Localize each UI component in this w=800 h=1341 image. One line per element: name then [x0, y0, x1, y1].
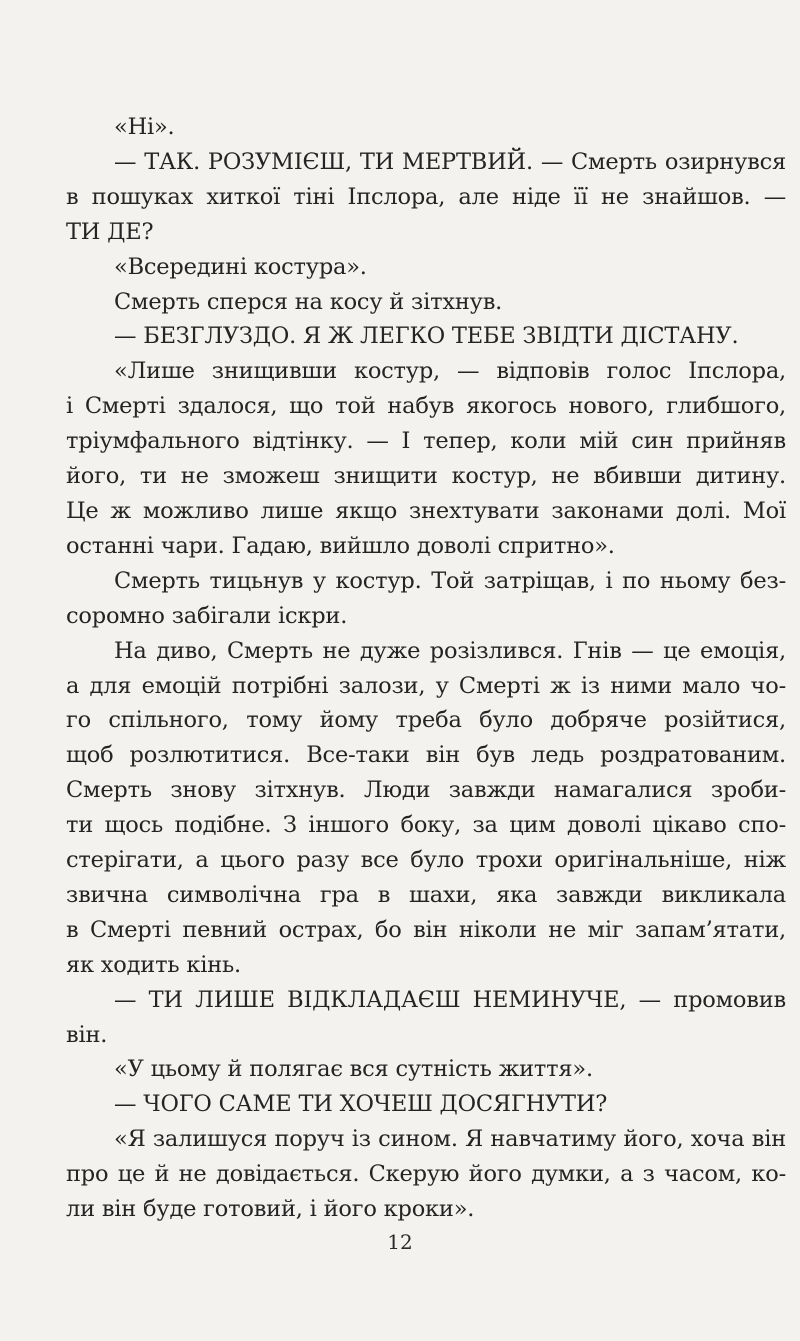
text-line: го спільного, тому йому треба було добряче розійтися,	[66, 707, 786, 734]
text-line: «Я залишуся поруч із сином. Я навчатиму його, хоча він	[114, 1126, 786, 1153]
paragraph	[66, 354, 786, 563]
text-line: Смерть знову зітхнув. Люди завжди намагалися зроби-	[66, 777, 786, 804]
text-line: в Смерті певний острах, бо він ніколи не міг запам’ятати,	[66, 916, 786, 943]
text-line: — ЧОГО САМЕ ТИ ХОЧЕШ ДОСЯГНУТИ?	[114, 1091, 608, 1118]
text-line: ТИ ДЕ?	[66, 218, 154, 245]
text-line: «У цьому й полягає вся сутність життя».	[114, 1056, 593, 1083]
paragraph	[66, 564, 786, 634]
text-line: «Ні».	[114, 114, 175, 140]
text-line: Це ж можливо лише якщо знехтувати законами долі. Мої	[66, 497, 786, 524]
text-line: про це й не довідається. Скерую його думки, а з часом, ко-	[66, 1161, 786, 1188]
text-line: — ТАК. РОЗУМІЄШ, ТИ МЕРТВИЙ. — Смерть озирнувся	[114, 148, 786, 175]
text-line: його, ти не зможеш знищити костур, не вбивши дитину.	[66, 463, 786, 490]
text-line: звична символічна гра в шахи, яка завжди викликала	[66, 881, 786, 908]
paragraph	[66, 145, 786, 250]
text-line: як ходить кінь.	[66, 951, 242, 978]
text-line: «Лише знищивши костур, — відповів голос Іпслора,	[114, 358, 786, 385]
paragraph	[66, 634, 786, 983]
text-line: соромно забігали іскри.	[66, 602, 348, 629]
page-number: 12	[387, 1230, 413, 1254]
text-line: тріумфального відтінку. — І тепер, коли мій син прийняв	[66, 428, 786, 455]
paragraph	[66, 1052, 786, 1087]
text-line: — ТИ ЛИШЕ ВІДКЛАДАЄШ НЕМИНУЧЕ, — промовив він.	[66, 986, 786, 1048]
text-line: стерігати, а цього разу все було трохи оригінальніше, ніж	[66, 847, 786, 874]
paragraph	[66, 250, 786, 285]
text-line: а для емоцій потрібні залози, у Смерті ж із ними мало чо-	[66, 672, 786, 699]
text-line: і Смерті здалося, що той набув якогось нового, глибшого,	[66, 393, 786, 420]
text-line: в пошуках хиткої тіні Іпслора, але ніде її не знайшов. —	[66, 183, 786, 210]
text-line: — БЕЗГЛУЗДО. Я Ж ЛЕГКО ТЕБЕ ЗВІДТИ ДІСТАНУ.	[114, 323, 739, 350]
text-line: «Всередині костура».	[114, 253, 367, 280]
paragraph	[66, 110, 786, 145]
paragraph	[66, 1087, 786, 1122]
text-line: ли він буде готовий, і його кроки».	[66, 1196, 475, 1223]
paragraph	[66, 285, 786, 320]
page-body	[66, 110, 786, 1227]
paragraph	[66, 983, 786, 1053]
text-line: щоб розлютитися. Все-таки він був ледь роздратованим.	[66, 742, 786, 769]
text-line: ти щось подібне. З іншого боку, за цим доволі цікаво спо-	[66, 812, 786, 839]
text-line: На диво, Смерть не дуже розізлився. Гнів — це емоція,	[114, 637, 786, 664]
text-line: Смерть сперся на косу й зітхнув.	[114, 288, 503, 315]
paragraph	[66, 319, 786, 354]
paragraph	[66, 1122, 786, 1227]
text-line: Смерть тицьнув у костур. Той затріщав, і по ньому без-	[114, 567, 786, 594]
text-line: останні чари. Гадаю, вийшло доволі спритно».	[66, 532, 615, 559]
